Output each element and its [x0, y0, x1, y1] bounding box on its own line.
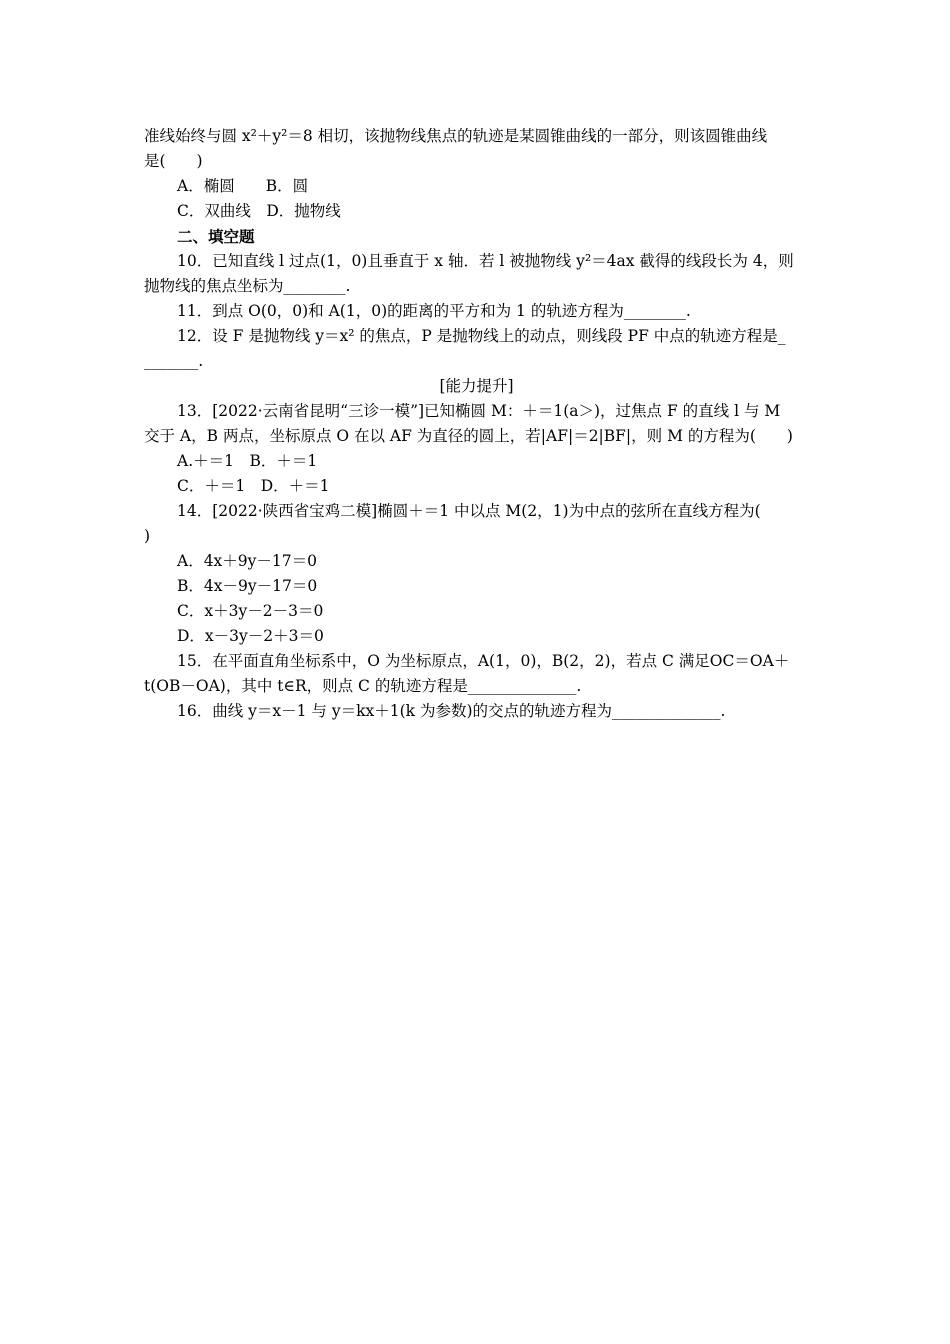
text-line: 抛物线的焦点坐标为________. [144, 277, 351, 295]
text-line: t(OB－OA)，其中 t∈R，则点 C 的轨迹方程是______________. [144, 677, 582, 695]
question-13: 13．[2022·云南省昆明“三诊一模”]已知椭圆 M：＋＝1(a＞)，过焦点 F 的直线 l 与 M [177, 402, 781, 420]
question-10: 10．已知直线 l 过点(1，0)且垂直于 x 轴．若 l 被抛物线 y²＝4ax 截得的线段长为 4，则 [177, 252, 794, 270]
text-line: 准线始终与圆 x²＋y²＝8 相切，该抛物线焦点的轨迹是某圆锥曲线的一部分，则该圆锥曲线 [144, 127, 768, 145]
question-14: 14．[2022·陕西省宝鸡二模]椭圆＋＝1 中以点 M(2，1)为中点的弦所在直线方程为( [177, 502, 761, 520]
option-line: A．4x＋9y－17＝0 [177, 552, 317, 570]
text-line: _______. [144, 352, 204, 370]
question-16: 16．曲线 y＝x－1 与 y＝kx＋1(k 为参数)的交点的轨迹方程为______________. [177, 702, 726, 720]
option-line: A.＋＝1 B．＋＝1 [177, 452, 318, 470]
section-heading: 二、填空题 [177, 227, 255, 246]
question-15: 15．在平面直角坐标系中，O 为坐标原点，A(1，0)，B(2，2)，若点 C 满足OC＝OA＋ [177, 652, 790, 670]
option-line: D．x－3y－2＋3＝0 [177, 627, 324, 645]
option-line: C．双曲线 D．抛物线 [177, 202, 341, 220]
option-line: A．椭圆 B．圆 [177, 177, 309, 195]
option-line: C．＋＝1 D．＋＝1 [177, 477, 330, 495]
text-line: ) [144, 527, 151, 545]
question-11: 11．到点 O(0，0)和 A(1，0)的距离的平方和为 1 的轨迹方程为________. [177, 302, 691, 320]
subsection-heading: [能力提升] [439, 377, 514, 395]
option-line: C．x＋3y－2－3＝0 [177, 602, 324, 620]
text-line: 是( ) [144, 152, 203, 170]
text-line: 交于 A，B 两点，坐标原点 O 在以 AF 为直径的圆上，若|AF|＝2|BF|，则 M 的方程为( ) [144, 427, 793, 445]
question-12: 12．设 F 是抛物线 y＝x² 的焦点，P 是抛物线上的动点，则线段 PF 中点的轨迹方程是_ [177, 327, 786, 345]
document-page [144, 124, 809, 724]
option-line: B．4x－9y－17＝0 [177, 577, 318, 595]
